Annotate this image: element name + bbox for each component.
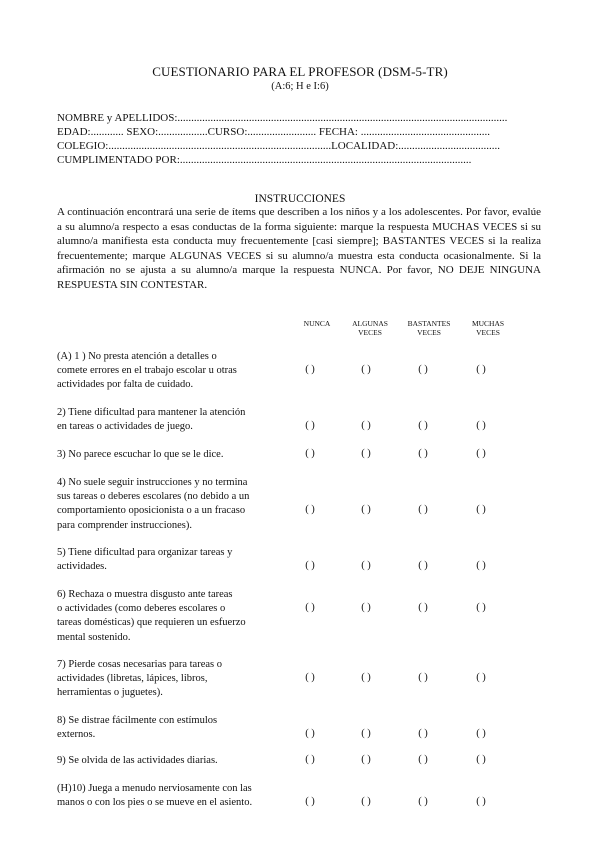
option-algunas-veces[interactable]: ( ) <box>361 420 371 432</box>
option-bastantes-veces[interactable]: ( ) <box>418 364 428 376</box>
question-line: (H)10) Juega a menudo nerviosamente con las <box>57 783 252 794</box>
option-nunca[interactable]: ( ) <box>305 448 315 459</box>
option-bastantes-veces[interactable]: ( ) <box>418 560 428 572</box>
column-header-bastantes-veces: BASTANTES VECES <box>407 319 451 337</box>
question-line: comete errores en el trabajo escolar u otras <box>57 365 237 377</box>
question-text <box>57 658 289 701</box>
question-line: (A) 1 ) No presta atención a detalles o <box>57 351 217 362</box>
school-locality-field[interactable]: COLEGIO:.................................................................................LOCALIDAD:..................................... <box>57 140 501 152</box>
option-muchas-veces[interactable]: ( ) <box>476 754 486 765</box>
option-bastantes-veces[interactable]: ( ) <box>418 448 428 459</box>
question-line: externos. <box>57 729 96 741</box>
option-algunas-veces[interactable]: ( ) <box>361 672 371 684</box>
question-text <box>57 406 289 434</box>
question-line: herramientas o juguetes). <box>57 687 163 699</box>
age-sex-grade-date-field[interactable]: EDAD:............ SEXO:..................CURSO:......................... FECHA: ............................................... <box>57 126 490 138</box>
completed-by-field[interactable]: CUMPLIMENTADO POR:.......................................................................................................... <box>57 154 472 166</box>
option-bastantes-veces[interactable]: ( ) <box>418 420 428 432</box>
option-muchas-veces[interactable]: ( ) <box>476 364 486 376</box>
column-header-nunca: NUNCA <box>303 319 331 328</box>
question-text <box>57 754 289 768</box>
column-header-algunas-veces: ALGUNAS VECES <box>352 319 388 337</box>
question-text <box>57 782 289 810</box>
question-text <box>57 350 289 393</box>
option-algunas-veces[interactable]: ( ) <box>361 728 371 740</box>
question-line: 9) Se olvida de las actividades diarias. <box>57 755 218 766</box>
option-muchas-veces[interactable]: ( ) <box>476 560 486 572</box>
option-algunas-veces[interactable]: ( ) <box>361 602 371 614</box>
question-line: 7) Pierde cosas necesarias para tareas o <box>57 659 223 670</box>
option-nunca[interactable]: ( ) <box>305 754 315 765</box>
option-muchas-veces[interactable]: ( ) <box>476 504 486 516</box>
option-nunca[interactable]: ( ) <box>305 420 315 432</box>
question-line: 5) Tiene dificultad para organizar tareas y <box>57 547 233 558</box>
option-nunca[interactable]: ( ) <box>305 602 315 614</box>
option-muchas-veces[interactable]: ( ) <box>476 420 486 432</box>
option-algunas-veces[interactable]: ( ) <box>361 504 371 516</box>
instructions-text: A continuación encontrará una serie de ítems que describen a los niños y a los adolescentes. Por favor, evalúe a su alumno/a respecto a esas conductas de la forma siguiente: marque la respuesta MUCHAS VECES si su alumno/a manifiesta esta conducta muy frecuentemente [casi siempre]; BASTANTES VECES si la realiza frecuentemente; marque ALGUNAS VECES si su alumno/a muestra esta conducta ocasionalmente. Si la afirmación no se ajusta a su alumno/a marque la respuesta NUNCA. Por favor, NO DEJE NINGUNA RESPUESTA SIN CONTESTAR. <box>57 206 541 291</box>
option-algunas-veces[interactable]: ( ) <box>361 754 371 765</box>
column-header-muchas-veces: MUCHAS VECES <box>471 319 505 337</box>
name-field[interactable]: NOMBRE y APELLIDOS:........................................................................................................................ <box>57 112 508 124</box>
option-algunas-veces[interactable]: ( ) <box>361 364 371 376</box>
option-nunca[interactable]: ( ) <box>305 796 315 808</box>
question-line: para comprender instrucciones). <box>57 519 192 531</box>
question-line: tareas domésticas) que requieren un esfuerzo <box>57 617 246 629</box>
question-text <box>57 588 289 645</box>
question-line: 4) No suele seguir instrucciones y no termina <box>57 477 248 488</box>
option-bastantes-veces[interactable]: ( ) <box>418 672 428 684</box>
option-nunca[interactable]: ( ) <box>305 364 315 376</box>
question-text <box>57 476 289 533</box>
option-muchas-veces[interactable]: ( ) <box>476 672 486 684</box>
option-bastantes-veces[interactable]: ( ) <box>418 754 428 765</box>
question-line: actividades por falta de cuidado. <box>57 379 194 391</box>
option-bastantes-veces[interactable]: ( ) <box>418 796 428 808</box>
option-nunca[interactable]: ( ) <box>305 728 315 740</box>
option-nunca[interactable]: ( ) <box>305 672 315 684</box>
option-muchas-veces[interactable]: ( ) <box>476 728 486 740</box>
option-bastantes-veces[interactable]: ( ) <box>418 504 428 516</box>
instructions-title: INSTRUCCIONES <box>254 193 346 205</box>
option-nunca[interactable]: ( ) <box>305 560 315 572</box>
question-line: mental sostenido. <box>57 631 131 643</box>
question-text <box>57 714 289 742</box>
page-subtitle: (A:6; H e I:6) <box>271 81 329 92</box>
question-text <box>57 546 289 574</box>
option-nunca[interactable]: ( ) <box>305 504 315 516</box>
question-line: en tareas o actividades de juego. <box>57 421 193 433</box>
option-algunas-veces[interactable]: ( ) <box>361 560 371 572</box>
option-muchas-veces[interactable]: ( ) <box>476 602 486 614</box>
question-line: actividades (libretas, lápices, libros, <box>57 673 208 685</box>
question-line: comportamiento oposicionista o a un fracaso <box>57 505 246 517</box>
option-muchas-veces[interactable]: ( ) <box>476 448 486 459</box>
question-line: 3) No parece escuchar lo que se le dice. <box>57 449 224 460</box>
question-line: 6) Rechaza o muestra disgusto ante tareas <box>57 589 233 600</box>
question-line: 8) Se distrae fácilmente con estímulos <box>57 715 218 726</box>
question-line: o actividades (como deberes escolares o <box>57 603 226 615</box>
option-bastantes-veces[interactable]: ( ) <box>418 602 428 614</box>
option-muchas-veces[interactable]: ( ) <box>476 796 486 808</box>
question-line: sus tareas o deberes escolares (no debido a un <box>57 491 250 503</box>
option-algunas-veces[interactable]: ( ) <box>361 796 371 808</box>
question-line: manos o con los pies o se mueve en el asiento. <box>57 797 253 809</box>
question-line: 2) Tiene dificultad para mantener la atención <box>57 407 246 418</box>
question-text <box>57 448 289 462</box>
option-algunas-veces[interactable]: ( ) <box>361 448 371 459</box>
question-line: actividades. <box>57 561 107 573</box>
page-title: CUESTIONARIO PARA EL PROFESOR (DSM-5-TR) <box>152 64 448 79</box>
option-bastantes-veces[interactable]: ( ) <box>418 728 428 740</box>
